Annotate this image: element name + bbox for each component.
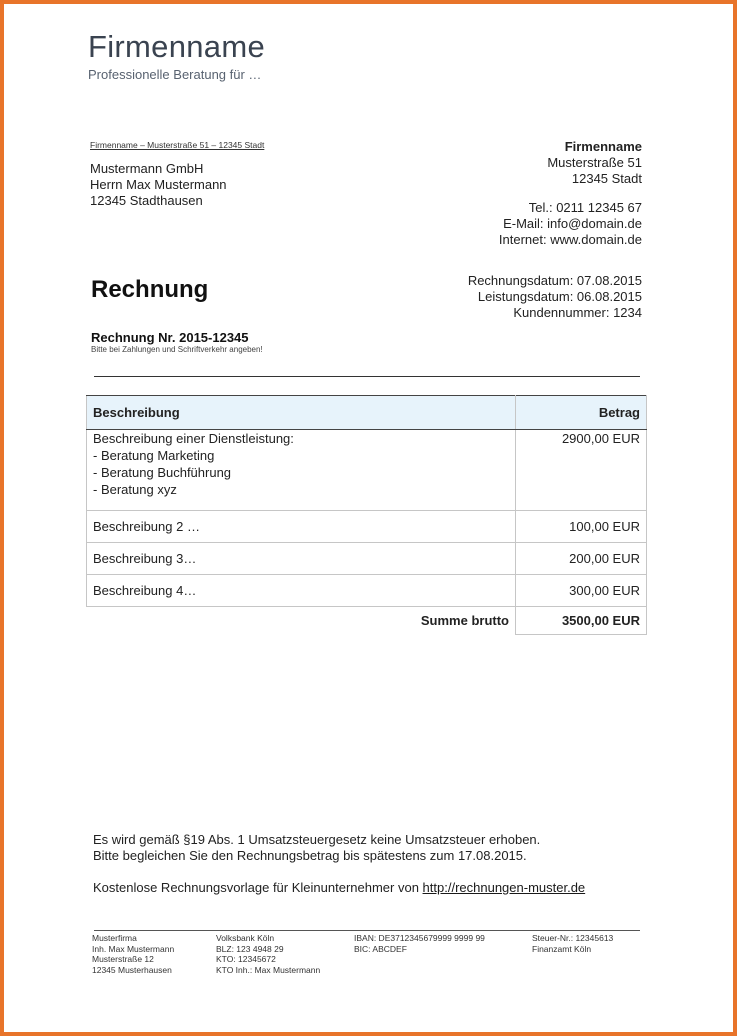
column-header-amount: Betrag [516,396,647,430]
table-row [87,575,647,607]
footer-company-info [92,933,174,975]
table-header-row [87,396,647,430]
footer-divider [94,930,640,931]
sum-label: Summe brutto [420,613,509,629]
footer-line: BIC: ABCDEF [354,943,407,954]
invoice-page [4,4,733,1032]
company-name: Firmenname [564,139,642,154]
company-email: E-Mail: info@domain.de [503,216,642,231]
item-description-line: - Beratung Marketing [93,448,215,463]
recipient-line: Mustermann GmbH [90,161,204,176]
table-row [87,543,647,575]
invoice-dates [468,273,642,321]
footer-line: Musterstraße 12 [92,954,154,964]
sender-address-line: Firmenname – Musterstraße 51 – 12345 Stadt [90,140,265,150]
footer-line: Musterfirma [92,933,137,943]
footer-line: KTO: 12345672 [216,954,276,964]
invoice-number-note: Bitte bei Zahlungen und Schriftverkehr angeben! [91,345,263,354]
footer-line: Finanzamt Köln [532,943,592,954]
invoice-date: Rechnungsdatum: 07.08.2015 [467,273,642,288]
item-description-line: Beschreibung einer Dienstleistung: [93,431,294,446]
recipient-address [90,161,227,209]
footer-line: KTO Inh.: Max Mustermann [216,964,321,975]
template-credit-text: Kostenlose Rechnungsvorlage für Kleinunternehmer von [93,880,423,895]
item-description: Beschreibung 4… [87,575,516,607]
section-divider [94,376,640,377]
item-description [87,430,516,511]
item-description-line: - Beratung Buchführung [93,465,232,480]
recipient-line: Herrn Max Mustermann [90,177,227,192]
table-row [87,430,647,511]
item-amount: 300,00 EUR [516,575,647,607]
footer-line: IBAN: DE3712345679999 9999 99 [354,933,485,943]
footer-notes [93,832,585,896]
sum-row [87,607,647,635]
item-description-line: - Beratung xyz [93,482,177,497]
company-city: 12345 Stadt [571,171,642,186]
invoice-items-table [86,395,647,635]
footer-line: BLZ: 123 4948 29 [216,943,284,954]
customer-number: Kundennummer: 1234 [513,305,642,320]
footer-line: Steuer-Nr.: 12345613 [532,933,614,943]
item-description: Beschreibung 3… [87,543,516,575]
service-date: Leistungsdatum: 06.08.2015 [477,289,642,304]
item-amount: 200,00 EUR [516,543,647,575]
company-logo-name: Firmenname [88,29,265,64]
column-header-description: Beschreibung [87,396,516,430]
footer-line: Volksbank Köln [216,933,275,943]
table-row [87,511,647,543]
company-website: Internet: www.domain.de [498,232,642,247]
company-street: Musterstraße 51 [547,155,642,170]
item-description: Beschreibung 2 … [87,511,516,543]
footer-line: 12345 Musterhausen [92,964,172,975]
template-credit [93,880,585,896]
footer-iban-info [354,933,485,954]
invoice-title: Rechnung [91,276,209,303]
tax-note: Es wird gemäß §19 Abs. 1 Umsatzsteuergesetz keine Umsatzsteuer erhoben. [93,832,541,847]
company-contact [499,200,642,248]
company-phone: Tel.: 0211 12345 67 [528,200,642,215]
footer-tax-info [532,933,613,954]
sum-amount: 3500,00 EUR [516,607,647,635]
company-tagline: Professionelle Beratung für … [88,67,262,82]
invoice-number: Rechnung Nr. 2015-12345 [91,330,249,345]
footer-line: Inh. Max Mustermann [92,943,175,954]
payment-note: Bitte begleichen Sie den Rechnungsbetrag bis spätestens zum 17.08.2015. [93,848,527,863]
recipient-line: 12345 Stadthausen [90,193,203,208]
footer-bank-info [216,933,320,975]
item-amount: 2900,00 EUR [516,430,647,511]
company-address [547,139,642,187]
template-link[interactable]: http://rechnungen-muster.de [422,880,586,895]
item-amount: 100,00 EUR [516,511,647,543]
